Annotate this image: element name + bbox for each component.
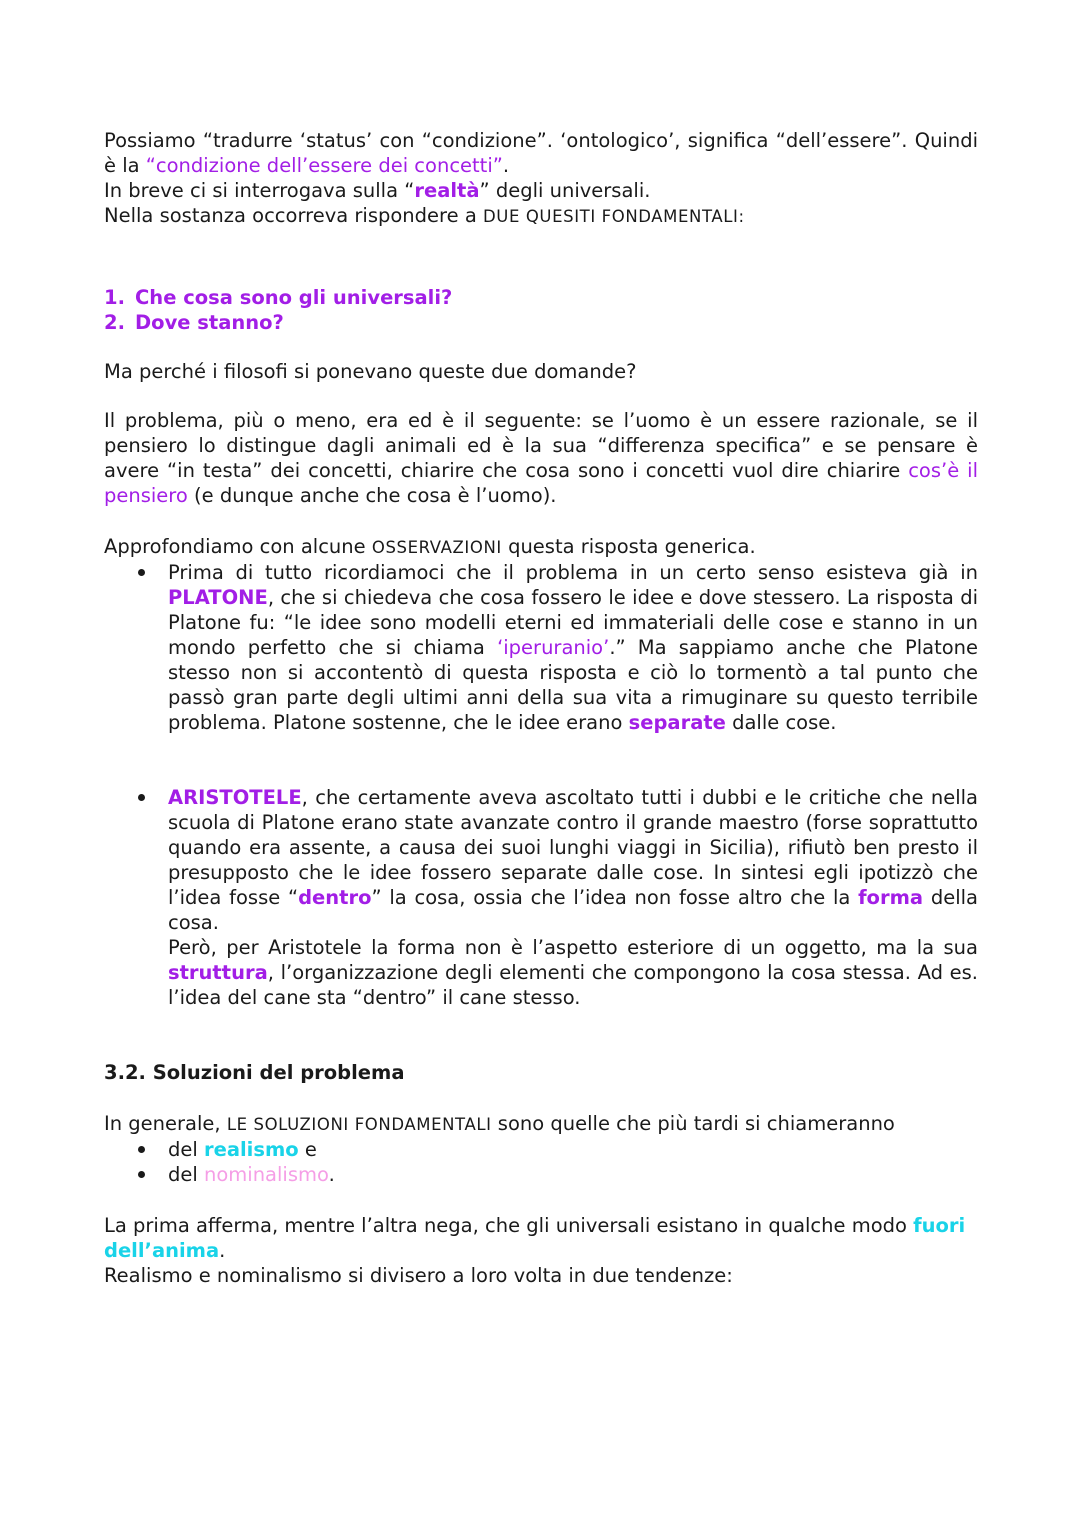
solutions-paragraph: In generale, LE SOLUZIONI FONDAMENTALI sono quelle che più tardi si chiameranno [104,1112,895,1135]
highlight-realta: realtà [414,179,480,202]
list-item-platone: Prima di tutto ricordiamoci che il problema in un certo senso esisteva già in PLATONE, che si chiedeva che cosa fossero le idee e dove stessero. La risposta di Platone fu: “le idee sono modelli eterni ed immateriali delle cose e stanno in un mondo perfetto che si chiama ‘iperuranio’.” Ma sappiamo anche che Platone stesso non si accontentò di questa risposta e ciò lo tormentò a tal punto che passò gran parte degli ultimi anni della sua vita a rimuginare su questo terribile problema. Platone sostenne, che le idee erano separate dalle cose. [104,560,978,735]
highlight-pensiero: cos’è il pensiero [104,459,979,507]
intro-text: Possiamo “tradurre ‘status’ con “condizione”. ‘ontologico’, significa “dell’essere”. Quindi è la [104,129,978,177]
list-item-realismo: del realismo e [104,1137,978,1162]
highlight-nominalismo: nominalismo [204,1163,329,1186]
name-aristotele: ARISTOTELE [168,786,302,809]
closing-paragraph: La prima afferma, mentre l’altra nega, che gli universali esistano in qualche modo fuori dell’anima. Realismo e nominalismo si divisero a loro volta in due tendenze: [104,1214,966,1287]
highlight-dentro: dentro [298,886,372,909]
bullet-icon [138,1146,145,1153]
bullet-icon [138,1171,145,1178]
highlight-iperuranio: ‘iperuranio’ [497,636,610,659]
list-item-nominalismo: del nominalismo. [104,1162,978,1187]
document-page [104,128,978,1288]
bullet-icon [138,569,145,576]
section-heading: 3.2. Soluzioni del problema [104,1061,405,1084]
observations-list-2 [104,785,978,1010]
solutions-list [104,1137,978,1187]
highlight-condizione: “condizione dell’essere dei concetti” [145,154,503,177]
bullet-icon [138,794,145,801]
list-item-aristotele: ARISTOTELE, che certamente aveva ascoltato tutti i dubbi e le critiche che nella scuola di Platone erano state avanzate contro il grande maestro (forse soprattutto quando era assente, a causa dei suoi lunghi viaggi in Sicilia), rifiutò ben presto il presupposto che le idee fossero separate dalle cose. In sintesi egli ipotizzò che l’idea fosse “dentro” la cosa, ossia che l’idea non fosse altro che la forma della cosa. Però, per Aristotele la forma non è l’aspetto esteriore di un oggetto, ma la sua struttura, l’organizzazione degli elementi che compongono la cosa stessa. Ad es. l’idea del cane sta “dentro” il cane stesso. [104,785,978,1010]
highlight-realismo: realismo [204,1138,299,1161]
highlight-forma: forma [858,886,924,909]
observations-list [104,560,978,735]
list-item: 2. Dove stanno? [104,311,284,334]
caps-due-quesiti: DUE QUESITI FONDAMENTALI: [482,207,745,226]
observations-intro: Approfondiamo con alcune OSSERVAZIONI questa risposta generica. [104,535,756,558]
highlight-fuori-anima: fuori dell’anima [104,1214,966,1262]
highlight-separate: separate [628,711,726,734]
name-platone: PLATONE [168,586,268,609]
intro-paragraph: Possiamo “tradurre ‘status’ con “condizione”. ‘ontologico’, significa “dell’essere”. Quindi è la “condizione dell’essere dei concetti”. In breve ci si interrogava sulla “realtà” degli universali. Nella sostanza occorreva rispondere a DUE QUESITI FONDAMENTALI: [104,129,978,227]
highlight-struttura: struttura [168,961,268,984]
list-item: 1. Che cosa sono gli universali? [104,286,453,309]
problem-paragraph: Il problema, più o meno, era ed è il seguente: se l’uomo è un essere razionale, se il pensiero lo distingue dagli animali ed è la sua “differenza specifica” e se pensare è avere “in testa” dei concetti, chiarire che cosa sono i concetti vuol dire chiarire cos’è il pensiero (e dunque anche che cosa è l’uomo). [104,409,979,507]
questions-list [104,285,978,335]
why-question: Ma perché i filosofi si ponevano queste due domande? [104,360,637,383]
